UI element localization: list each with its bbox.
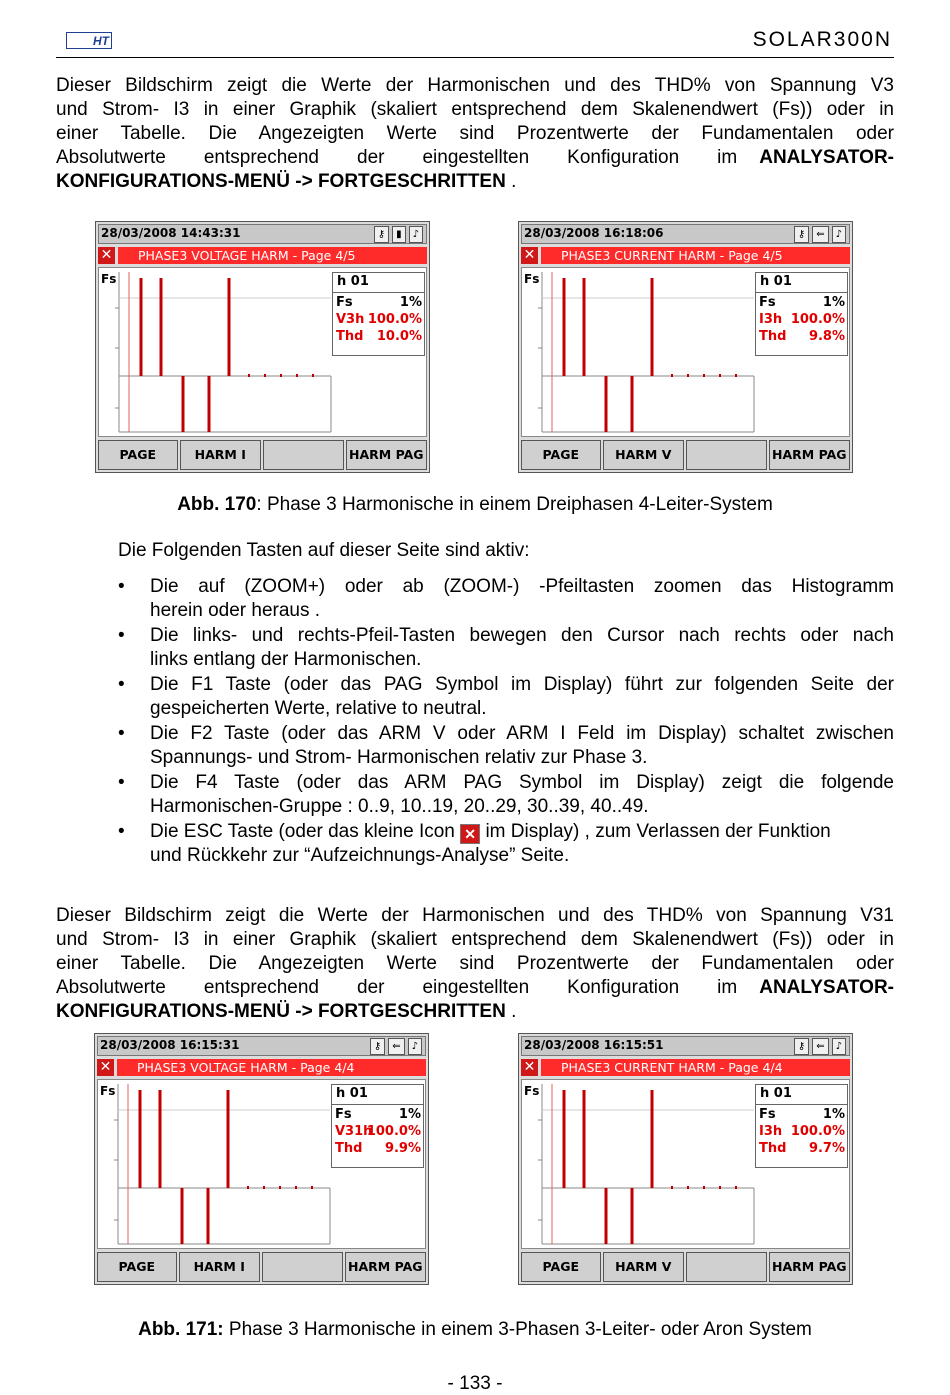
- panel-value: 100.0%: [366, 1124, 421, 1139]
- figure-caption-170: [0, 494, 950, 516]
- datetime: 28/03/2008 16:18:06: [524, 226, 664, 240]
- harmonic-index: h 01: [336, 1086, 368, 1101]
- key-icon: ⚷: [370, 1038, 385, 1055]
- bullet-line: Spannungs- und Strom- Harmonischen relativ zur Phase 3.: [150, 747, 648, 768]
- page-button[interactable]: PAGE: [98, 440, 178, 470]
- panel-value: 1%: [822, 295, 845, 310]
- panel-row: [759, 295, 845, 312]
- panel-divider: [756, 1104, 847, 1105]
- bullet-dot: •: [118, 723, 125, 744]
- bullet-line: Die F2 Taste (oder das ARM V oder ARM I Feld im Display) schaltet zwischen: [150, 723, 894, 744]
- status-bar: [521, 224, 850, 244]
- close-icon[interactable]: ✕: [521, 247, 538, 264]
- speaker-icon: ♪: [832, 226, 846, 243]
- datetime: 28/03/2008 16:15:31: [100, 1038, 240, 1052]
- instrument-screenshot: [94, 1033, 429, 1285]
- menu-name-part2: KONFIGURATIONS-MENÜ -> FORTGESCHRITTEN: [56, 171, 506, 192]
- bullet-item: [118, 575, 894, 623]
- status-icons: [374, 226, 423, 243]
- bullet-item: [118, 820, 894, 868]
- fs-label: Fs: [101, 272, 117, 286]
- empty-softkey[interactable]: [686, 1252, 767, 1282]
- panel-key: Fs: [335, 1107, 352, 1122]
- panel-key: I3h: [759, 1124, 783, 1139]
- harm-page-button[interactable]: HARM PAG: [769, 440, 851, 470]
- screen-title: PHASE3 CURRENT HARM - Page 4/4: [541, 1059, 850, 1076]
- plug-icon: ⇐: [388, 1038, 404, 1055]
- harmonic-histogram: [521, 1079, 850, 1249]
- bullet-line: Die links- und rechts-Pfeil-Tasten bewegen den Cursor nach rechts oder nach: [150, 625, 894, 646]
- bullet-line: Harmonischen-Gruppe : 0..9, 10..19, 20..29, 30..39, 40..49.: [150, 796, 649, 817]
- values-panel: [755, 272, 848, 356]
- datetime: 28/03/2008 14:43:31: [101, 226, 241, 240]
- paragraph-line: und Strom- I3 in einer Graphik (skaliert entsprechend dem Skalenendwert (Fs)) oder in: [56, 929, 894, 950]
- panel-row: [336, 295, 422, 312]
- harm-toggle-button[interactable]: HARM V: [603, 1252, 685, 1282]
- harm-page-button[interactable]: HARM PAG: [345, 1252, 427, 1282]
- status-bar: [98, 224, 427, 244]
- paragraph-line: [56, 1000, 894, 1024]
- fs-label: Fs: [100, 1084, 116, 1098]
- bullet-item: [118, 771, 894, 819]
- fs-label: Fs: [524, 1084, 540, 1098]
- datetime: 28/03/2008 16:15:51: [524, 1038, 664, 1052]
- panel-key: Fs: [759, 295, 776, 310]
- harmonic-index: h 01: [760, 274, 792, 289]
- panel-value: 1%: [399, 295, 422, 310]
- panel-value: 9.7%: [808, 1141, 845, 1156]
- paragraph-line: [56, 976, 894, 1000]
- bullet-line: und Rückkehr zur “Aufzeichnungs-Analyse” Seite.: [150, 845, 570, 866]
- bullet-line: [150, 820, 894, 844]
- screen-title: PHASE3 CURRENT HARM - Page 4/5: [541, 247, 850, 264]
- intro-paragraph-1: [56, 74, 894, 194]
- panel-row: [759, 1141, 845, 1158]
- panel-value: 9.8%: [808, 329, 845, 344]
- keys-intro: Die Folgenden Tasten auf dieser Seite sind aktiv:: [118, 540, 530, 561]
- harmonic-histogram: [97, 1079, 426, 1249]
- bullet-line: Die F4 Taste (oder das ARM PAG Symbol im Display) zeigt die folgende: [150, 772, 894, 793]
- bullet-item: [118, 722, 894, 770]
- panel-key: V3h: [336, 312, 365, 327]
- harm-page-button[interactable]: HARM PAG: [346, 440, 428, 470]
- bullet-dot: •: [118, 674, 125, 695]
- close-icon[interactable]: ✕: [98, 247, 115, 264]
- bullet-line-end: im Display) , zum Verlassen der Funktion: [485, 821, 831, 842]
- speaker-icon: ♪: [832, 1038, 846, 1055]
- plug-icon: ⇐: [812, 226, 828, 243]
- header-divider: [56, 57, 894, 58]
- harm-page-button[interactable]: HARM PAG: [769, 1252, 851, 1282]
- paragraph-end: .: [505, 171, 517, 192]
- bullet-dot: •: [118, 772, 125, 793]
- softkey-bar: [97, 1252, 426, 1282]
- panel-row: [336, 329, 422, 346]
- fs-label: Fs: [524, 272, 540, 286]
- page-button[interactable]: PAGE: [521, 440, 601, 470]
- status-bar: [521, 1036, 850, 1056]
- harm-toggle-button[interactable]: HARM I: [180, 440, 262, 470]
- bullet-line: gespeicherten Werte, relative to neutral.: [150, 698, 487, 719]
- bullet-dot: •: [118, 625, 125, 646]
- bullet-line: links entlang der Harmonischen.: [150, 649, 422, 670]
- harmonic-histogram: [521, 267, 850, 437]
- key-icon: ⚷: [794, 226, 809, 243]
- caption-label: Abb. 171:: [138, 1319, 224, 1340]
- status-icons: [370, 1038, 422, 1055]
- menu-name-part1: ANALYSATOR-: [759, 977, 894, 998]
- caption-label: Abb. 170: [177, 494, 257, 515]
- empty-softkey[interactable]: [262, 1252, 343, 1282]
- speaker-icon: ♪: [408, 1038, 422, 1055]
- page-button[interactable]: PAGE: [521, 1252, 601, 1282]
- empty-softkey[interactable]: [263, 440, 344, 470]
- caption-text: : Phase 3 Harmonische in einem Dreiphasen 4-Leiter-System: [256, 494, 773, 515]
- intro-paragraph-2: [56, 904, 894, 1024]
- values-panel: [755, 1084, 848, 1168]
- paragraph-end: .: [505, 1001, 517, 1022]
- close-icon: ✕: [460, 824, 480, 844]
- product-name: SOLAR300N: [752, 28, 892, 51]
- bullet-line-start: Die ESC Taste (oder das kleine Icon: [150, 821, 455, 842]
- empty-softkey[interactable]: [686, 440, 767, 470]
- panel-key: Thd: [759, 1141, 787, 1156]
- panel-key: Fs: [336, 295, 353, 310]
- panel-row: [335, 1124, 421, 1141]
- status-bar: [97, 1036, 426, 1056]
- panel-row: [335, 1107, 421, 1124]
- paragraph-line: einer Tabelle. Die Angezeigten Werte sind Prozentwerte der Fundamentalen oder: [56, 123, 894, 144]
- panel-key: I3h: [759, 312, 783, 327]
- paragraph-line: Dieser Bildschirm zeigt die Werte der Harmonischen und des THD% von Spannung V3: [56, 75, 894, 96]
- paragraph-line: und Strom- I3 in einer Graphik (skaliert entsprechend dem Skalenendwert (Fs)) oder in: [56, 99, 894, 120]
- key-icon: ⚷: [794, 1038, 809, 1055]
- bullet-line: herein oder heraus .: [150, 600, 321, 621]
- battery-icon: ▮: [392, 226, 406, 243]
- panel-value: 1%: [822, 1107, 845, 1122]
- bullet-line: Die F1 Taste (oder das PAG Symbol im Display) führt zur folgenden Seite der: [150, 674, 894, 695]
- close-icon[interactable]: ✕: [521, 1059, 538, 1076]
- figure-caption-171: [0, 1319, 950, 1341]
- instrument-screenshot: [518, 1033, 853, 1285]
- ht-logo: HT: [66, 32, 112, 49]
- screen-title: PHASE3 VOLTAGE HARM - Page 4/4: [117, 1059, 426, 1076]
- panel-divider: [756, 292, 847, 293]
- softkey-bar: [521, 1252, 850, 1282]
- page-number: - 133 -: [447, 1373, 503, 1394]
- bullet-dot: •: [118, 821, 125, 842]
- harm-toggle-button[interactable]: HARM I: [179, 1252, 261, 1282]
- paragraph-line: [56, 170, 894, 194]
- panel-divider: [332, 1104, 423, 1105]
- paragraph-line: einer Tabelle. Die Angezeigten Werte sind Prozentwerte der Fundamentalen oder: [56, 953, 894, 974]
- panel-row: [759, 312, 845, 329]
- plug-icon: ⇐: [812, 1038, 828, 1055]
- screen-title: PHASE3 VOLTAGE HARM - Page 4/5: [118, 247, 427, 264]
- instrument-screenshot: [518, 221, 853, 473]
- panel-value: 9.9%: [384, 1141, 421, 1156]
- panel-row: [759, 329, 845, 346]
- values-panel: [332, 272, 425, 356]
- panel-key: Thd: [335, 1141, 363, 1156]
- paragraph-line-text: Absolutwerte entsprechend der eingestellten Konfiguration im: [56, 147, 738, 168]
- menu-name-part1: ANALYSATOR-: [759, 147, 894, 168]
- harmonic-index: h 01: [337, 274, 369, 289]
- softkey-bar: [521, 440, 850, 470]
- panel-row: [336, 312, 422, 329]
- status-icons: [794, 1038, 846, 1055]
- softkey-bar: [98, 440, 427, 470]
- panel-row: [759, 1107, 845, 1124]
- status-icons: [794, 226, 846, 243]
- bullet-item: [118, 673, 894, 721]
- panel-value: 100.0%: [367, 312, 422, 327]
- paragraph-line: [56, 146, 894, 170]
- page-button[interactable]: PAGE: [97, 1252, 177, 1282]
- harmonic-index: h 01: [760, 1086, 792, 1101]
- values-panel: [331, 1084, 424, 1168]
- menu-name-part2: KONFIGURATIONS-MENÜ -> FORTGESCHRITTEN: [56, 1001, 506, 1022]
- close-icon[interactable]: ✕: [97, 1059, 114, 1076]
- panel-key: Thd: [336, 329, 364, 344]
- panel-value: 10.0%: [376, 329, 422, 344]
- key-icon: ⚷: [374, 226, 389, 243]
- paragraph-line-text: Absolutwerte entsprechend der eingestellten Konfiguration im: [56, 977, 738, 998]
- panel-value: 100.0%: [790, 1124, 845, 1139]
- panel-row: [335, 1141, 421, 1158]
- harm-toggle-button[interactable]: HARM V: [603, 440, 685, 470]
- bullet-item: [118, 624, 894, 672]
- panel-value: 1%: [398, 1107, 421, 1122]
- instrument-screenshot: [95, 221, 430, 473]
- panel-row: [759, 1124, 845, 1141]
- panel-key: Thd: [759, 329, 787, 344]
- panel-key: Fs: [759, 1107, 776, 1122]
- harmonic-histogram: [98, 267, 427, 437]
- panel-key: V31h: [335, 1124, 373, 1139]
- panel-value: 100.0%: [790, 312, 845, 327]
- caption-text: Phase 3 Harmonische in einem 3-Phasen 3-Leiter- oder Aron System: [223, 1319, 812, 1340]
- paragraph-line: Dieser Bildschirm zeigt die Werte der Harmonischen und des THD% von Spannung V31: [56, 905, 894, 926]
- panel-divider: [333, 292, 424, 293]
- bullet-dot: •: [118, 576, 125, 597]
- bullet-line: Die auf (ZOOM+) oder ab (ZOOM-) -Pfeiltasten zoomen das Histogramm: [150, 576, 894, 597]
- speaker-icon: ♪: [409, 226, 423, 243]
